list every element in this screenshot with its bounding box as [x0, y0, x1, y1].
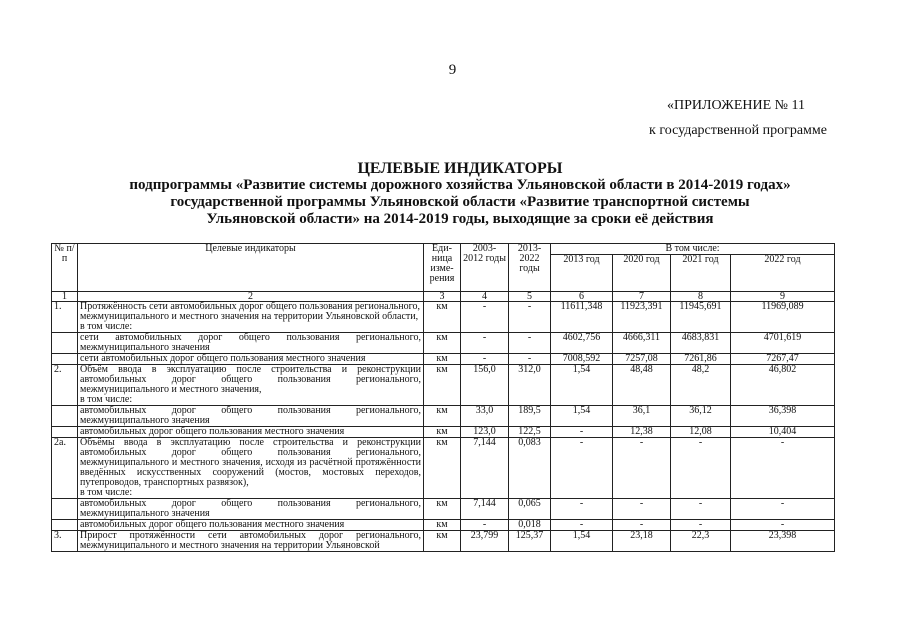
row-2013: 1,54 [551, 406, 613, 427]
row-num: 1. [52, 302, 78, 333]
table-row [52, 302, 835, 333]
row-2003-2012: 7,144 [461, 499, 509, 520]
row-num: 2. [52, 365, 78, 406]
row-indicator: автомобильных дорог общего пользования местного значения [78, 520, 424, 531]
row-2003-2012: - [461, 302, 509, 333]
row-2013: 1,54 [551, 531, 613, 552]
row-unit: км [424, 520, 461, 531]
row-2020: 12,38 [613, 427, 671, 438]
row-2003-2012: 33,0 [461, 406, 509, 427]
row-indicator: автомобильных дорог общего пользования местного значения [78, 427, 424, 438]
row-unit: км [424, 354, 461, 365]
row-2013: 4602,756 [551, 333, 613, 354]
table-row [52, 427, 835, 438]
colnum-9: 9 [731, 292, 835, 302]
row-2020: 4666,311 [613, 333, 671, 354]
colnum-7: 7 [613, 292, 671, 302]
row-2013: - [551, 520, 613, 531]
page-number: 9 [448, 62, 457, 78]
row-2003-2012: - [461, 520, 509, 531]
row-unit: км [424, 499, 461, 520]
row-2020: - [613, 438, 671, 499]
colnum-6: 6 [551, 292, 613, 302]
header-2020: 2020 год [613, 255, 671, 292]
colnum-1: 1 [52, 292, 78, 302]
row-2013-2022: 0,083 [509, 438, 551, 499]
heading-line-3: государственной программы Ульяновской области «Развитие транспортной системы [170, 194, 750, 210]
row-2020: - [613, 499, 671, 520]
row-2013-2022: 189,5 [509, 406, 551, 427]
row-including-label: в том числе: [80, 487, 133, 498]
row-indicator [78, 365, 424, 406]
row-indicator: автомобильных дорог общего пользования регионального, межмуниципального значения [78, 499, 424, 520]
row-2022: - [731, 438, 835, 499]
row-2013-2022: - [509, 354, 551, 365]
row-including-label: в том числе: [80, 321, 133, 332]
row-including-label: в том числе: [80, 394, 133, 405]
colnum-5: 5 [509, 292, 551, 302]
colnum-8: 8 [671, 292, 731, 302]
row-2021: 11945,691 [671, 302, 731, 333]
row-indicator-text: Протяжённость сети автомобильных дорог общего пользования регионального, межмуниципального и местного значения на территории Ульяновской области, [80, 301, 420, 322]
row-2020: 36,1 [613, 406, 671, 427]
row-indicator: сети автомобильных дорог общего пользования местного значения [78, 354, 424, 365]
row-2021: - [671, 520, 731, 531]
row-num [52, 499, 78, 520]
table-row [52, 438, 835, 499]
heading-line-2: подпрограммы «Развитие системы дорожного хозяйства Ульяновской области в 2014-2019 годах» [129, 177, 791, 193]
row-unit: км [424, 406, 461, 427]
row-2003-2012: 156,0 [461, 365, 509, 406]
row-num [52, 520, 78, 531]
row-2003-2012: - [461, 354, 509, 365]
row-2013: - [551, 438, 613, 499]
indicators-table [51, 243, 835, 552]
header-indicator: Целевые индикаторы [78, 244, 424, 292]
table-row [52, 333, 835, 354]
heading-line-1: ЦЕЛЕВЫЕ ИНДИКАТОРЫ [357, 160, 563, 177]
row-indicator: автомобильных дорог общего пользования регионального, межмуниципального значения [78, 406, 424, 427]
row-2021: - [671, 438, 731, 499]
header-num: № п/п [52, 244, 78, 292]
header-unit: Еди-ница изме-рения [424, 244, 461, 292]
document-heading [100, 160, 820, 228]
row-2013-2022: - [509, 333, 551, 354]
row-2013: 1,54 [551, 365, 613, 406]
row-2021: - [671, 499, 731, 520]
row-2022: - [731, 520, 835, 531]
table-row [52, 520, 835, 531]
row-indicator: Прирост протяжённости сети автомобильных дорог регионального, межмуниципального и местного значения на территории Ульяновской [78, 531, 424, 552]
row-2020: 7257,08 [613, 354, 671, 365]
row-2022: 36,398 [731, 406, 835, 427]
row-2022: 23,398 [731, 531, 835, 552]
row-indicator-text: Объёмы ввода в эксплуатацию после строительства и реконструкции автомобильных дорог общего пользования регионального, межмуниципального и местного значения, исходя из расчётной протяжённости введённых искусственных сооружений (мостов, мостовых переходов, путепроводов, транспортных развязок), [80, 437, 421, 488]
row-2003-2012: - [461, 333, 509, 354]
appendix-subtitle: к государственной программе [649, 123, 827, 138]
row-unit: км [424, 427, 461, 438]
row-unit: км [424, 438, 461, 499]
row-indicator [78, 438, 424, 499]
row-2003-2012: 123,0 [461, 427, 509, 438]
row-2022: 7267,47 [731, 354, 835, 365]
row-2021: 7261,86 [671, 354, 731, 365]
row-2003-2012: 23,799 [461, 531, 509, 552]
row-2013: 7008,592 [551, 354, 613, 365]
colnum-3: 3 [424, 292, 461, 302]
header-2021: 2021 год [671, 255, 731, 292]
row-2020: 48,48 [613, 365, 671, 406]
row-2021: 48,2 [671, 365, 731, 406]
row-2021: 4683,831 [671, 333, 731, 354]
row-2021: 36,12 [671, 406, 731, 427]
colnum-2: 2 [78, 292, 424, 302]
row-2021: 22,3 [671, 531, 731, 552]
row-2013: 11611,348 [551, 302, 613, 333]
row-num [52, 427, 78, 438]
header-2013-2022: 2013-2022 годы [509, 244, 551, 292]
row-unit: км [424, 302, 461, 333]
row-unit: км [424, 333, 461, 354]
row-num [52, 333, 78, 354]
row-num [52, 406, 78, 427]
row-num: 3. [52, 531, 78, 552]
header-2013: 2013 год [551, 255, 613, 292]
row-2013-2022: 122,5 [509, 427, 551, 438]
heading-line-4: Ульяновской области» на 2014-2019 годы, выходящие за сроки её действия [206, 211, 714, 227]
row-2013: - [551, 427, 613, 438]
row-2013: - [551, 499, 613, 520]
header-including: В том числе: [551, 244, 835, 255]
row-2013-2022: 0,065 [509, 499, 551, 520]
row-2022: 4701,619 [731, 333, 835, 354]
row-indicator: сети автомобильных дорог общего пользования регионального, межмуниципального значения [78, 333, 424, 354]
colnum-4: 4 [461, 292, 509, 302]
row-2013-2022: 125,37 [509, 531, 551, 552]
row-unit: км [424, 365, 461, 406]
table-row [52, 499, 835, 520]
row-2020: - [613, 520, 671, 531]
row-num [52, 354, 78, 365]
table-row [52, 531, 835, 552]
row-2013-2022: 312,0 [509, 365, 551, 406]
row-2022: 10,404 [731, 427, 835, 438]
row-2020: 23,18 [613, 531, 671, 552]
row-indicator [78, 302, 424, 333]
row-2013-2022: - [509, 302, 551, 333]
row-num: 2а. [52, 438, 78, 499]
row-2013-2022: 0,018 [509, 520, 551, 531]
row-2020: 11923,391 [613, 302, 671, 333]
header-2003-2012: 2003-2012 годы [461, 244, 509, 292]
appendix-title: «ПРИЛОЖЕНИЕ № 11 [667, 98, 805, 113]
row-2022: - [731, 499, 835, 520]
row-2021: 12,08 [671, 427, 731, 438]
row-unit: км [424, 531, 461, 552]
column-number-row [52, 292, 835, 302]
row-2003-2012: 7,144 [461, 438, 509, 499]
table-row [52, 354, 835, 365]
row-2022: 46,802 [731, 365, 835, 406]
row-2022: 11969,089 [731, 302, 835, 333]
header-row-1 [52, 244, 835, 255]
row-indicator-text: Объём ввода в эксплуатацию после строительства и реконструкции автомобильных дорог общего пользования регионального, межмуниципального и местного значения, [80, 364, 421, 395]
header-2022: 2022 год [731, 255, 835, 292]
table-row [52, 365, 835, 406]
table-row [52, 406, 835, 427]
